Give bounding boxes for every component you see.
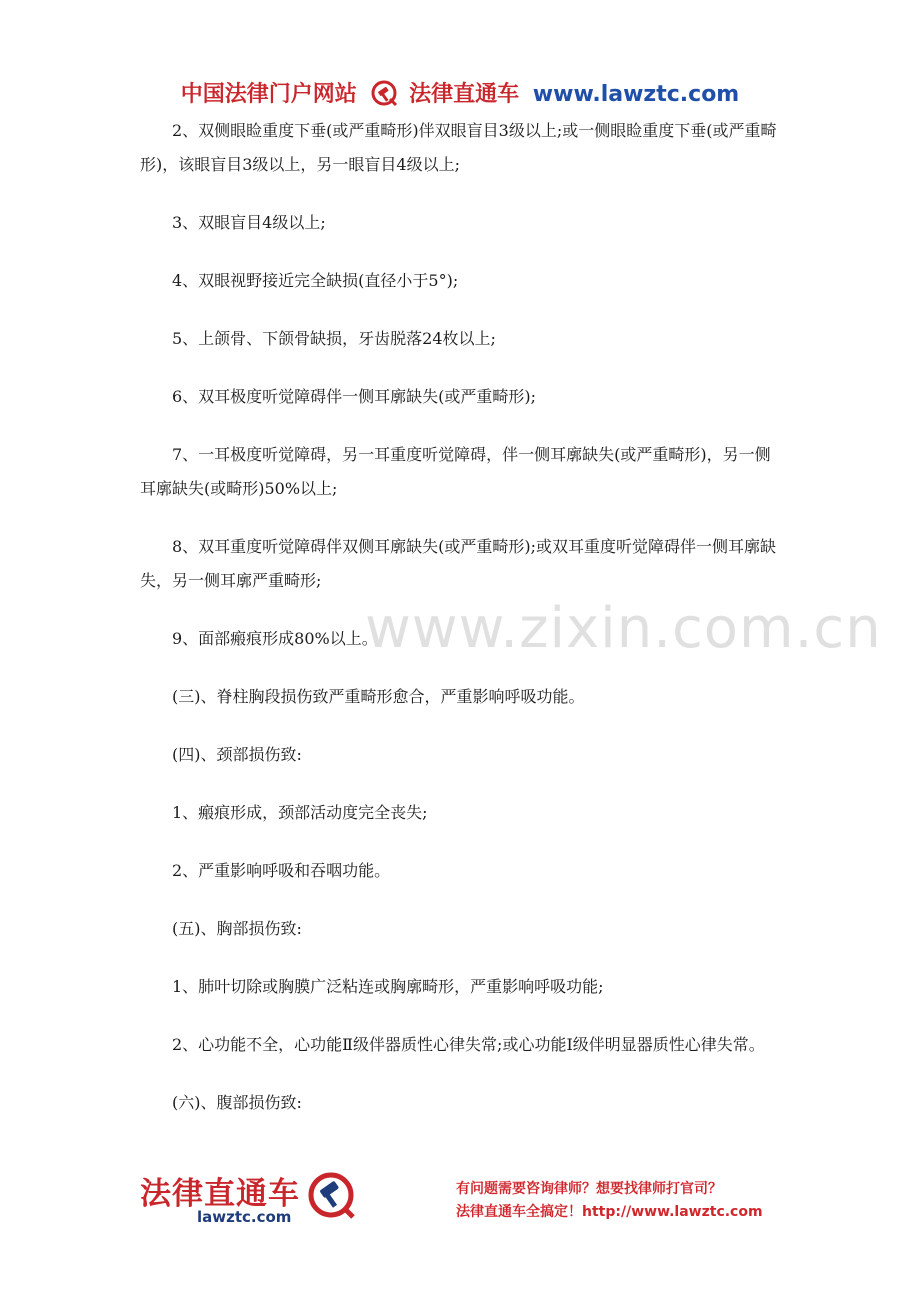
footer-logo-url: lawztc.com (197, 1208, 292, 1226)
footer-line-1: 有问题需要咨询律师？想要找律师打官司？ (456, 1181, 722, 1197)
paragraph: (五)、胸部损伤致: (172, 919, 302, 938)
document-body (140, 114, 786, 1144)
paragraph: 1、瘢痕形成，颈部活动度完全丧失; (172, 803, 428, 822)
paragraph: 2、严重影响呼吸和吞咽功能。 (172, 861, 391, 880)
footer-line-2[interactable]: 法律直通车全搞定！http://www.lawztc.com (456, 1204, 763, 1220)
header-url[interactable]: www.lawztc.com (532, 82, 740, 107)
paragraph: 9、面部瘢痕形成80%以上。 (172, 629, 378, 648)
paragraph: 8、双耳重度听觉障碍伴双侧耳廓缺失(或严重畸形);或双耳重度听觉障碍伴一侧耳廓缺失，另一侧耳廓严重畸形; (140, 537, 777, 590)
footer-logo[interactable] (140, 1168, 360, 1232)
paragraph: (四)、颈部损伤致: (172, 745, 302, 764)
paragraph: 1、肺叶切除或胸膜广泛粘连或胸廓畸形，严重影响呼吸功能; (172, 977, 604, 996)
paragraph: 4、双眼视野接近完全缺损(直径小于5°); (172, 271, 459, 290)
gavel-badge-icon (370, 79, 398, 107)
paragraph: (三)、脊柱胸段损伤致严重畸形愈合，严重影响呼吸功能。 (172, 687, 585, 706)
brand-name: 法律直通车 (409, 82, 520, 107)
paragraph: 7、一耳极度听觉障碍，另一耳重度听觉障碍，伴一侧耳廓缺失(或严重畸形)，另一侧耳廓缺失(或畸形)50%以上; (140, 445, 771, 498)
gavel-badge-icon (306, 1170, 356, 1220)
paragraph: 3、双眼盲目4级以上; (172, 213, 326, 232)
page-header (0, 78, 920, 112)
paragraph: 2、双侧眼睑重度下垂(或严重畸形)伴双眼盲目3级以上;或一侧眼睑重度下垂(或严重畸形)，该眼盲目3级以上，另一眼盲目4级以上; (140, 121, 777, 174)
footer-logo-text: 法律直通车 (140, 1176, 300, 1212)
site-name: 中国法律门户网站 (180, 82, 357, 107)
watermark: www.zixin.com.cn (365, 596, 882, 661)
paragraph: 5、上颌骨、下颌骨缺损，牙齿脱落24枚以上; (172, 329, 496, 348)
paragraph: (六)、腹部损伤致: (172, 1093, 302, 1112)
paragraph: 2、心功能不全，心功能Ⅱ级伴器质性心律失常;或心功能Ⅰ级伴明显器质性心律失常。 (172, 1035, 765, 1054)
footer-promo (456, 1178, 796, 1224)
paragraph: 6、双耳极度听觉障碍伴一侧耳廓缺失(或严重畸形); (172, 387, 537, 406)
